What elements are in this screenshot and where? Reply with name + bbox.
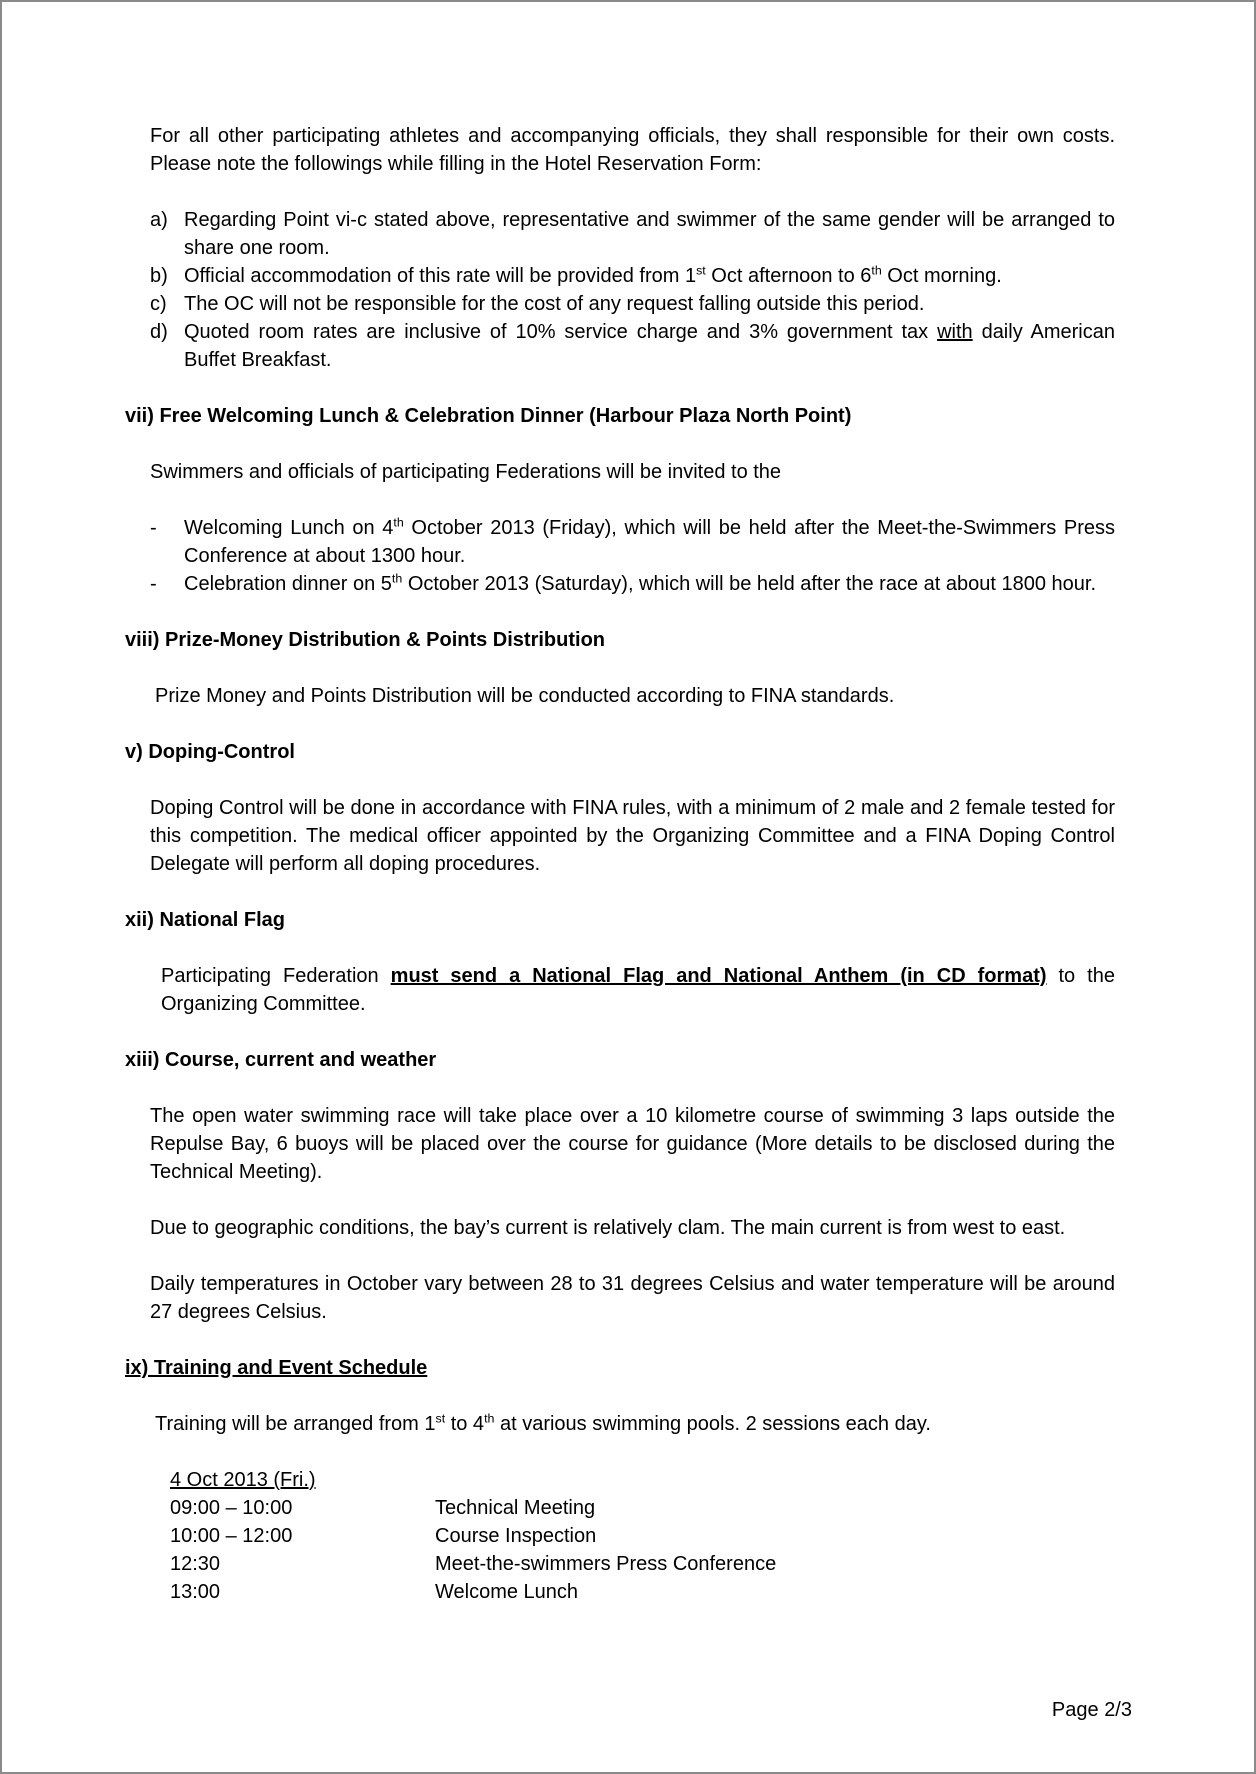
schedule-date-heading: 4 Oct 2013 (Fri.): [170, 1469, 316, 1491]
section-vii-lead: Swimmers and officials of participating Federations will be invited to the: [150, 461, 782, 483]
section-heading-ix: ix) Training and Event Schedule: [125, 1357, 428, 1379]
bullet-marker: -: [150, 573, 157, 595]
list-item-d: [150, 318, 1115, 374]
section-ix-lead: Training will be arranged from 1st to 4th at various swimming pools. 2 sessions each day.: [155, 1411, 931, 1435]
section-heading-xii: xii) National Flag: [125, 909, 286, 931]
list-item-text: The OC will not be responsible for the cost of any request falling outside this period.: [184, 293, 925, 315]
intro-paragraph: For all other participating athletes and accompanying officials, they shall responsible for their own costs. Please note the followings while filling in the Hotel Reservation Form:: [150, 125, 1115, 175]
list-item-text: Regarding Point vi-c stated above, representative and swimmer of the same gender will be arranged to share one room.: [184, 209, 1115, 259]
section-xiii-paragraph-2: Due to geographic conditions, the bay’s current is relatively clam. The main current is from west to east.: [150, 1217, 1066, 1239]
hotel-notes-list: [150, 206, 1115, 374]
schedule-time: 09:00 – 10:00: [170, 1497, 293, 1519]
list-marker: a): [150, 209, 168, 231]
list-item-text: Quoted room rates are inclusive of 10% service charge and 3% government tax with daily American Buffet Breakfast.: [184, 321, 1115, 371]
bullet-item: [150, 570, 1115, 598]
list-item-b: [150, 262, 1115, 290]
section-heading-xiii: xiii) Course, current and weather: [125, 1049, 437, 1071]
section-vii-bullet-list: [150, 514, 1115, 598]
section-heading-v: v) Doping-Control: [125, 741, 295, 763]
list-marker: b): [150, 265, 168, 287]
section-heading-viii: viii) Prize-Money Distribution & Points Distribution: [125, 629, 606, 651]
section-xiii-paragraph-1: The open water swimming race will take place over a 10 kilometre course of swimming 3 laps outside the Repulse Bay, 6 buoys will be placed over the course for guidance (More details to be disclosed during the Technical Meeting).: [150, 1105, 1115, 1183]
section-xiii-paragraph-3: Daily temperatures in October vary between 28 to 31 degrees Celsius and water temperature will be around 27 degrees Celsius.: [150, 1273, 1115, 1323]
schedule-event: Welcome Lunch: [435, 1581, 579, 1603]
schedule-row: [170, 1550, 1115, 1578]
schedule-row: [170, 1494, 1115, 1522]
schedule-time: 13:00: [170, 1581, 221, 1603]
schedule-event: Course Inspection: [435, 1525, 597, 1547]
bullet-text: Welcoming Lunch on 4th October 2013 (Friday), which will be held after the Meet-the-Swimmers Press Conference at about 1300 hour.: [184, 515, 1115, 567]
list-item-c: [150, 290, 1115, 318]
bullet-marker: -: [150, 517, 157, 539]
training-schedule: [170, 1466, 1115, 1606]
schedule-row: [170, 1578, 1115, 1606]
bullet-item: [150, 514, 1115, 570]
schedule-time: 12:30: [170, 1553, 221, 1575]
section-v-body: Doping Control will be done in accordance with FINA rules, with a minimum of 2 male and 2 female tested for this competition. The medical officer appointed by the Organizing Committee and a FINA Doping Control Delegate will perform all doping procedures.: [150, 797, 1115, 875]
section-xii-body: Participating Federation must send a National Flag and National Anthem (in CD format) to the Organizing Committee.: [161, 965, 1115, 1015]
list-marker: c): [150, 293, 167, 315]
page-number: Page 2/3: [1051, 1699, 1132, 1721]
section-heading-vii: vii) Free Welcoming Lunch & Celebration Dinner (Harbour Plaza North Point): [125, 405, 852, 427]
schedule-event: Technical Meeting: [435, 1497, 596, 1519]
list-item-text: Official accommodation of this rate will be provided from 1st Oct afternoon to 6th Oct morning.: [184, 263, 1002, 287]
list-marker: d): [150, 321, 168, 343]
page-content: [125, 122, 1115, 1606]
bullet-text: Celebration dinner on 5th October 2013 (Saturday), which will be held after the race at about 1800 hour.: [184, 571, 1097, 595]
list-item-a: [150, 206, 1115, 262]
schedule-row: [170, 1522, 1115, 1550]
section-viii-body: Prize Money and Points Distribution will be conducted according to FINA standards.: [155, 685, 895, 707]
schedule-time: 10:00 – 12:00: [170, 1525, 293, 1547]
schedule-event: Meet-the-swimmers Press Conference: [435, 1553, 777, 1575]
